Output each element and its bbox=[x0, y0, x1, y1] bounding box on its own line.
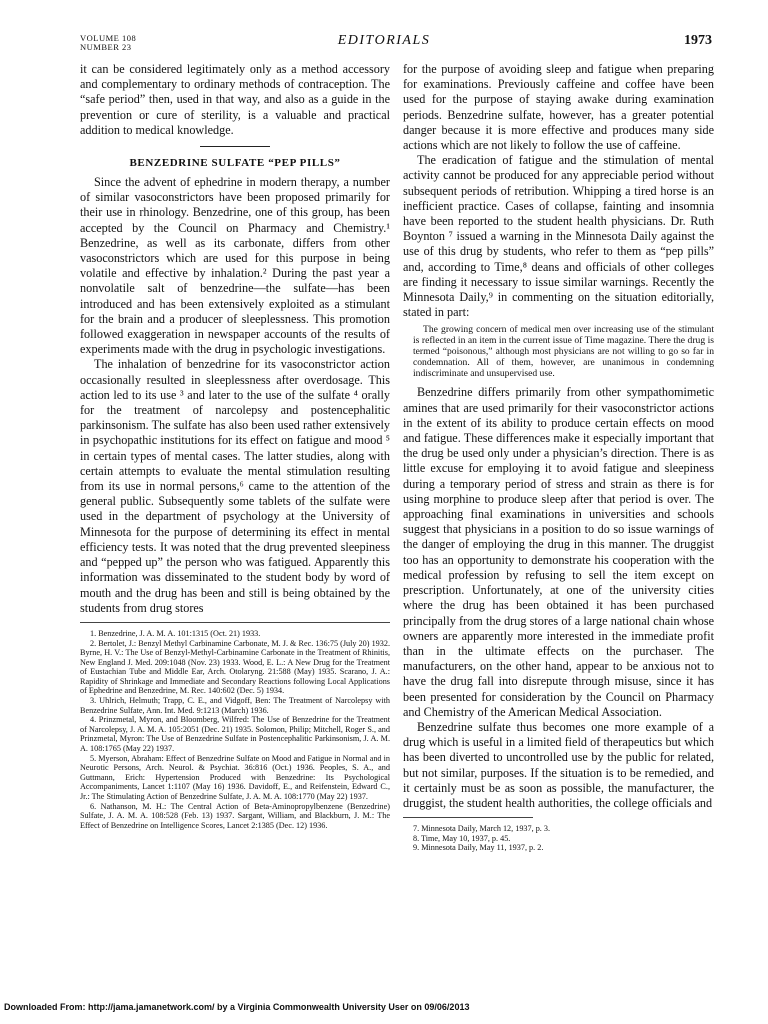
section-divider bbox=[200, 146, 270, 147]
block-quote: The growing concern of medical men over increasing use of the stimulant is reflected in an item in the current issue of Time magazine. There the drug is termed “poisonous,” although most physicians are not willing to go so far in condemnation. All of them, however, are unanimous in condemning indiscriminate and unsupervised use. bbox=[413, 324, 714, 380]
left-column bbox=[80, 62, 390, 830]
footnote: 2. Bertolet, J.: Benzyl Methyl Carbinamine Carbonate, M. J. & Rec. 136:75 (July 20) 1932. Byrne, H. V.: The Use of Benzyl-Methyl-Carbinamine Carbonate in the Treatment of Rhinitis, New England J. Med. 209:1048 (Nov. 23) 1933. Wood, E. L.: A New Drug for the Treatment of Eustachian Tube and Middle Ear, Arch. Otolaryng. 21:588 (May) 1935. Scarano, J. A.: Rapidity of Shrinkage and Immediate and Secondary Reactions following Local Applications of Ephedrine and Benzedrine, M. Rec. 140:602 (Dec. 5) 1934. bbox=[80, 638, 390, 696]
footnote: 3. Uhlrich, Helmuth; Trapp, C. E., and Vidgoff, Ben: The Treatment of Narcolepsy with Benzedrine Sulfate, Ann. Int. Med. 9:1213 (March) 1936. bbox=[80, 696, 390, 715]
footnote: 8. Time, May 10, 1937, p. 45. bbox=[413, 833, 511, 843]
body-paragraph: Benzedrine sulfate thus becomes one more example of a drug which is useful in a limited field of therapeutics but which has been diverted to uncontrolled use by the public for related, but not similar, purposes. If the situation is to be remedied, and it certainly must be as soon as possible, the manufacturer, the druggist, the student health authorities, the college officials and bbox=[403, 719, 714, 810]
footnote: 9. Minnesota Daily, May 11, 1937, p. 2. bbox=[413, 843, 544, 853]
section-title: EDITORIALS bbox=[337, 33, 431, 48]
continued-paragraph: for the purpose of avoiding sleep and fatigue when preparing for examinations. Previously caffeine and coffee have been used for the purpose of staying awake during examination periods. Benzedrine sulfate, however, has a greater potential danger because it is more effective and produces many side actions which are not likely to follow the use of caffeine. bbox=[403, 62, 714, 153]
footnote: 1. Benzedrine, J. A. M. A. 101:1315 (Oct. 21) 1933. bbox=[90, 628, 261, 638]
footnote: 7. Minnesota Daily, March 12, 1937, p. 3. bbox=[413, 824, 551, 834]
footnote: 6. Nathanson, M. H.: The Central Action of Beta-Aminopropylbenzene (Benzedrine) Sulfate, J. A. M. A. 108:528 (Feb. 13) 1937. Sargant, William, and Blackburn, J. M.: The Effect of Benzedrine on Intelligence Scores, Lancet 2:1385 (Dec. 12) 1936. bbox=[80, 801, 390, 830]
body-paragraph: The eradication of fatigue and the stimulation of mental activity cannot be produced for any appreciable period without subsequent periods of retribution. Whipping a tired horse is an inefficient practice. Cases of collapse, fainting and insomnia have been reported to the student health physicians. Dr. Ruth Boynton ⁷ issued a warning in the Minnesota Daily against the use of this drug by students, who refer to them as “pep pills” and, according to Time,⁸ deans and officials of other colleges are finding it necessary to issue similar warnings. Recently the Minnesota Daily,⁹ in commenting on the situation editorially, stated in part: bbox=[403, 153, 714, 320]
number-label: NUMBER 23 bbox=[80, 42, 132, 52]
footnote: 4. Prinzmetal, Myron, and Bloomberg, Wilfred: The Use of Benzedrine for the Treatment of Narcolepsy, J. A. M. A. 105:2051 (Dec. 21) 1935. Solomon, Philip; Mitchell, Roger S., and Prinzmetal, Myron: The Use of Benzedrine Sulfate in Postencephalitic Parkinsonism, J. A. M. A. 108:1765 (May 22) 1937. bbox=[80, 715, 390, 754]
footnote-divider bbox=[80, 622, 390, 623]
page-number: 1973 bbox=[684, 33, 712, 48]
body-paragraph: The inhalation of benzedrine for its vasoconstrictor action occasionally resulted in sleeplessness after overdosage. This action led to its use ³ and later to the use of the sulfate ⁴ orally for the treatment of narcolepsy and postencephalitic parkinsonism. The sulfate has also been used rather extensively in psychopathic institutions for its effect on fatigue and mood ⁵ in certain types of mental cases. The latter studies, along with certain attempts to evaluate the mental stimulation resulting from its use in normal persons,⁶ came to the attention of the general public. Subsequently some tablets of the sulfate were used in the department of psychology at the University of Minnesota for the purpose of determining its effect in mental efficiency tests. It was noted that the drug prevented sleepiness and “pepped up” the person who was fatigued. Apparently this information was disseminated to the student body by word of mouth and the drug has been and still is being obtained by the students from drug stores bbox=[80, 357, 390, 615]
download-notice: Downloaded From: http://jama.jamanetwork.com/ by a Virginia Commonwealth University User on 09/06/2013 bbox=[4, 1002, 470, 1012]
intro-paragraph: it can be considered legitimately only as a method accessory and complementary to ordinary methods of contraception. The “safe period” then, used in that way, and also as a guide in the prevention or cure of sterility, is a valuable and practical addition to medical knowledge. bbox=[80, 62, 390, 137]
volume-label: VOLUME 108 bbox=[80, 33, 137, 43]
article-heading: BENZEDRINE SULFATE “PEP PILLS” bbox=[129, 157, 341, 170]
footnotes bbox=[80, 629, 390, 830]
footnotes bbox=[403, 824, 714, 853]
body-paragraph: Benzedrine differs primarily from other sympathomimetic amines that are used primarily for their vasoconstrictor actions in the extent of its ability to produce certain effects on mood and fatigue. These differences make it especially important that the drug be used only under a physician’s direction. There is as little excuse for employing it to avoid fatigue and sleepiness during a temporary period of stress and strain as there is for using morphine to produce sleep after that period is over. The approaching final examinations in universities and schools suggest that physicians in a position to do so issue warnings of the danger of employing the drug in this manner. The druggist too has an opportunity to demonstrate his cooperation with the medical profession by refusing to sell the item except on prescription. Unfortunately, at one of the university cities where the drug has been obtained it has been purchased principally from the drug stores of a large national chain whose owners are apparently more interested in the immediate profit than in the ultimate effects on the purchaser. The manufacturers, on the other hand, appear to be anxious not to have the drug fall into disrepute through misuse, since it has been presented for consideration by the Council on Pharmacy and Chemistry of the American Medical Association. bbox=[403, 385, 714, 719]
body-paragraph: Since the advent of ephedrine in modern therapy, a number of similar vasoconstrictors have been proposed primarily for their use in rhinology. Benzedrine, one of this group, has been accepted by the Council on Pharmacy and Chemistry.¹ Benzedrine, as well as its carbonate, differs from other vasoconstrictors which are used for this purpose in being volatile and effective by inhalation.² During the past year a nonvolatile salt of benzedrine—the sulfate—has been introduced and has been extensively exploited as a stimulant for the brain and a producer of sleeplessness. This promotion followed exaggeration in newspaper accounts of the results of experiments made with the drug in psychologic investigations. bbox=[80, 175, 390, 357]
footnote-divider bbox=[403, 817, 533, 818]
right-column bbox=[403, 62, 714, 853]
footnote: 5. Myerson, Abraham: Effect of Benzedrine Sulfate on Mood and Fatigue in Normal and in Neurotic Persons, Arch. Neurol. & Psychiat. 36:816 (Oct.) 1936. Peoples, S. A., and Guttmann, Erich: Hypertension Produced with Benzedrine: Its Psychological Accompaniments, Lancet 1:1107 (May 16) 1936. Davidoff, E., and Reifenstein, Edward C., Jr.: The Stimulating Action of Benzedrine Sulfate, J. A. M. A. 108:1770 (May 22) 1937. bbox=[80, 753, 390, 801]
